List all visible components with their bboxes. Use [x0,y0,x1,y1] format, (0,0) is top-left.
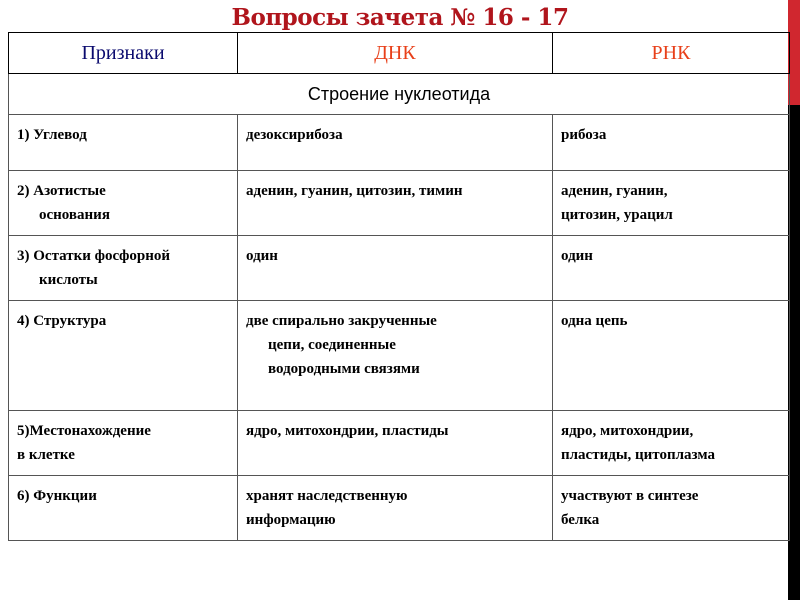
cell-line: участвуют в синтезе [561,488,699,504]
table-header-row [9,33,790,74]
cell-line: одна цепь [561,313,628,329]
cell-line: кислоты [39,272,98,288]
cell-line: один [246,248,278,264]
cell-rna [553,171,790,236]
cell-line: информацию [246,512,336,528]
cell-feature [9,411,238,476]
cell-line: 6) Функции [17,488,97,504]
cell-line: хранят наследственную [246,488,408,504]
cell-rna [553,411,790,476]
cell-rna [553,115,790,171]
cell-dna [238,171,553,236]
section-row [9,74,790,115]
cell-line: водородными связями [268,361,420,377]
cell-line: ядро, митохондрии, [561,423,694,439]
section-label: Строение нуклеотида [9,74,790,115]
cell-line: основания [39,207,110,223]
cell-rna [553,301,790,411]
cell-line: 3) Остатки фосфорной [17,248,170,264]
table-row [9,115,790,171]
cell-line: в клетке [17,447,75,463]
cell-line: цитозин, урацил [561,207,673,223]
cell-line: аденин, гуанин, [561,183,668,199]
comparison-table [8,32,790,541]
cell-dna [238,476,553,541]
cell-dna [238,236,553,301]
cell-line: 2) Азотистые [17,183,106,199]
cell-dna [238,301,553,411]
slide-title: Вопросы зачета № 16 - 17 [231,4,569,31]
cell-line: белка [561,512,600,528]
table-row [9,236,790,301]
cell-line: 4) Структура [17,313,107,329]
cell-feature [9,476,238,541]
table-row [9,476,790,541]
cell-line: 1) Углевод [17,127,87,143]
cell-dna [238,411,553,476]
cell-feature [9,301,238,411]
header-features: Признаки [9,33,238,74]
table-row [9,171,790,236]
cell-line: ядро, митохондрии, пластиды [246,423,449,439]
cell-rna [553,476,790,541]
cell-line: один [561,248,593,264]
header-dna: ДНК [238,33,553,74]
table-row [9,301,790,411]
cell-line: пластиды, цитоплазма [561,447,715,463]
cell-line: 5)Местонахождение [17,423,151,439]
cell-rna [553,236,790,301]
cell-feature [9,171,238,236]
cell-line: две спирально закрученные [246,313,437,329]
cell-feature [9,236,238,301]
cell-line: аденин, гуанин, цитозин, тимин [246,183,463,199]
cell-line: дезоксирибоза [246,127,343,143]
cell-line: рибоза [561,127,607,143]
cell-line: цепи, соединенные [268,337,396,353]
header-rna: РНК [553,33,790,74]
cell-dna [238,115,553,171]
cell-feature [9,115,238,171]
table-row [9,411,790,476]
